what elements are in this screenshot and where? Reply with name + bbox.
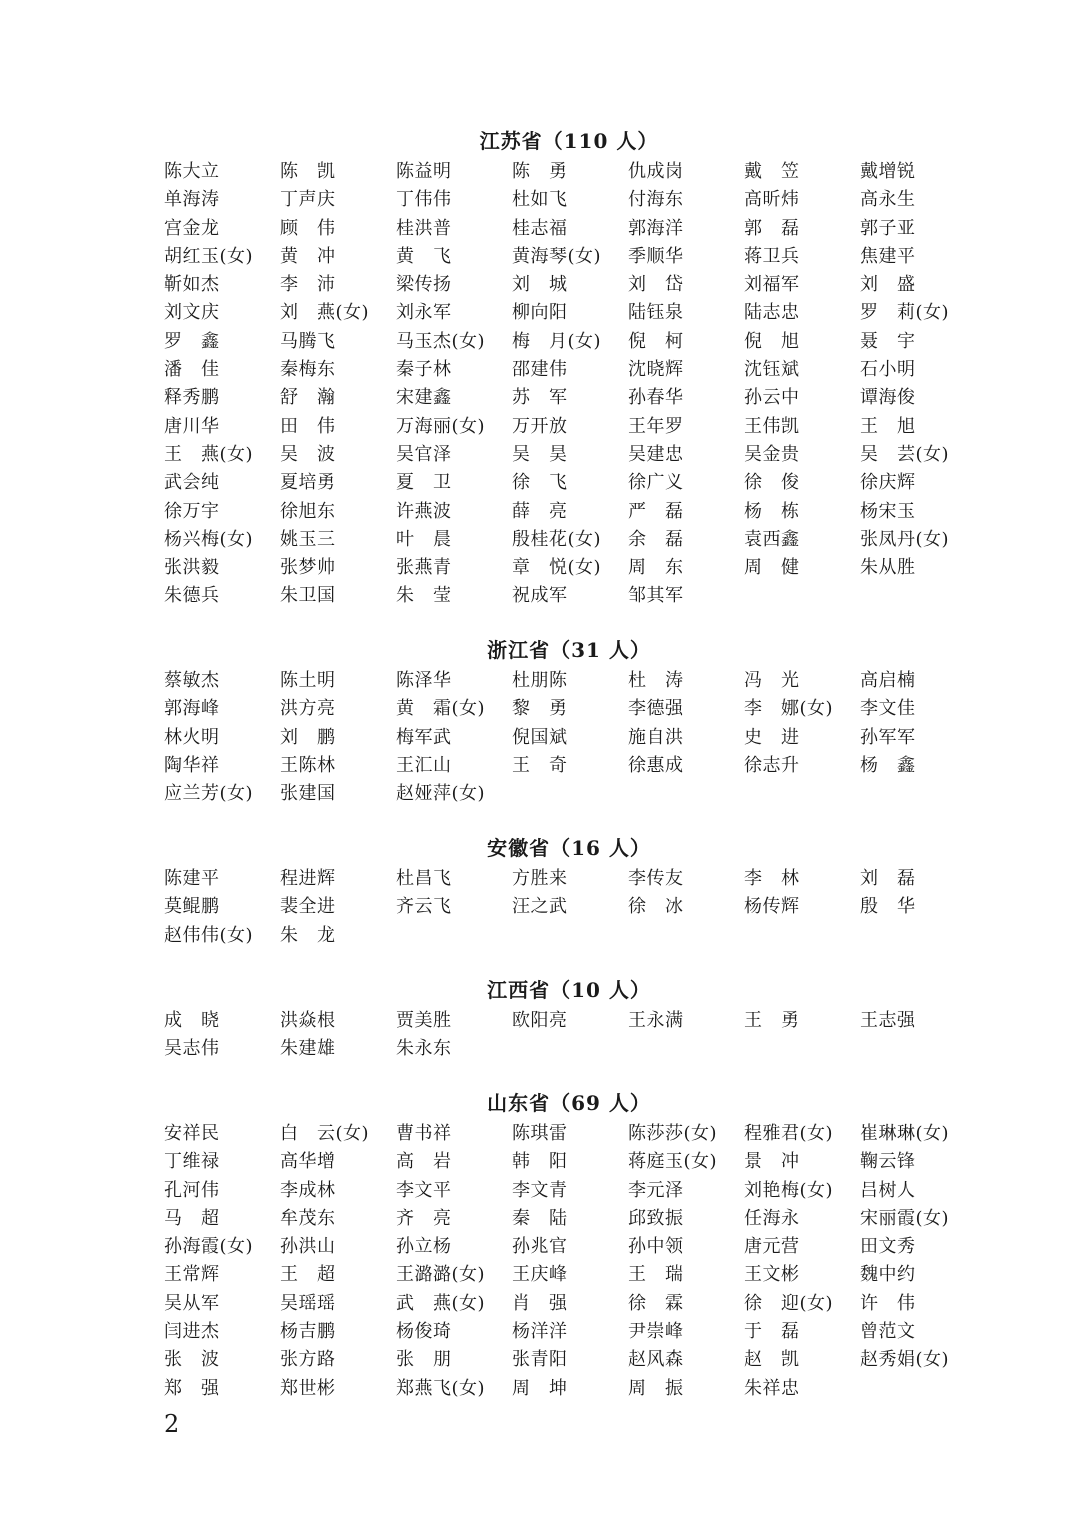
person-name: 刘 城 bbox=[512, 274, 568, 296]
person-name: 鞠云锋 bbox=[860, 1151, 916, 1173]
person-name: 周 东 bbox=[628, 557, 684, 579]
person-name: 孙中领 bbox=[628, 1236, 684, 1258]
person-name: 张青阳 bbox=[512, 1349, 568, 1371]
person-name: 欧阳亮 bbox=[512, 1010, 568, 1031]
person-name: 丁维禄 bbox=[164, 1151, 220, 1173]
person-name: 曾范文 bbox=[860, 1321, 916, 1343]
person-name: 徐 俊 bbox=[744, 472, 800, 494]
person-name: 黎 勇 bbox=[512, 698, 568, 720]
person-name: 刘永军 bbox=[396, 302, 452, 324]
person-name: 白 云(女) bbox=[280, 1123, 370, 1144]
person-name: 王志强 bbox=[860, 1010, 916, 1031]
person-name: 陈 凯 bbox=[280, 161, 336, 182]
person-name: 万开放 bbox=[512, 415, 568, 437]
person-name: 潘 佳 bbox=[164, 359, 220, 381]
person-name: 蒋卫兵 bbox=[744, 245, 800, 267]
person-name: 孙洪山 bbox=[280, 1236, 336, 1258]
person-name: 张燕青 bbox=[396, 557, 452, 579]
person-name: 陈土明 bbox=[280, 670, 336, 691]
person-name: 仇成岗 bbox=[628, 161, 684, 182]
person-name: 刘福军 bbox=[744, 274, 800, 296]
page-number: 2 bbox=[164, 1410, 180, 1438]
person-name: 徐旭东 bbox=[280, 500, 336, 522]
person-name: 李文平 bbox=[396, 1179, 452, 1201]
person-name: 张凤丹(女) bbox=[860, 528, 950, 550]
person-name: 杜朋陈 bbox=[512, 670, 568, 691]
person-name: 郭 磊 bbox=[744, 217, 800, 239]
person-name: 孙军军 bbox=[860, 726, 916, 748]
person-name: 贾美胜 bbox=[396, 1010, 452, 1031]
person-name: 陈琪雷 bbox=[512, 1123, 568, 1144]
person-name: 叶 晨 bbox=[396, 528, 452, 550]
person-name: 吴 波 bbox=[280, 443, 336, 465]
person-name: 朱 莹 bbox=[396, 585, 452, 607]
person-name: 王 燕(女) bbox=[164, 443, 254, 465]
person-name: 朱 龙 bbox=[280, 924, 336, 946]
person-name: 宫金龙 bbox=[164, 217, 220, 239]
person-name: 陈泽华 bbox=[396, 670, 452, 691]
person-name: 许 伟 bbox=[860, 1292, 916, 1314]
person-name: 王文彬 bbox=[744, 1264, 800, 1286]
person-name: 刘 岱 bbox=[628, 274, 684, 296]
person-name: 李传友 bbox=[628, 868, 684, 889]
person-name: 朱建雄 bbox=[280, 1038, 336, 1060]
person-name: 张洪毅 bbox=[164, 557, 220, 579]
person-name: 倪 旭 bbox=[744, 330, 800, 352]
person-name: 陈莎莎(女) bbox=[628, 1123, 718, 1144]
person-name: 莫鲲鹏 bbox=[164, 896, 220, 918]
person-name: 王汇山 bbox=[396, 754, 452, 776]
section-title: 浙江省（31 人） bbox=[487, 638, 651, 662]
section-zhejiang bbox=[164, 637, 994, 808]
person-name: 徐万宇 bbox=[164, 500, 220, 522]
person-name: 梅军武 bbox=[396, 726, 452, 748]
person-name: 沈钰斌 bbox=[744, 359, 800, 381]
person-name: 邵建伟 bbox=[512, 359, 568, 381]
person-name: 邹其军 bbox=[628, 585, 684, 607]
person-name: 石小明 bbox=[860, 359, 916, 381]
person-name: 吴官泽 bbox=[396, 443, 452, 465]
person-name: 朱卫国 bbox=[280, 585, 336, 607]
person-name: 徐广义 bbox=[628, 472, 684, 494]
person-name: 李文青 bbox=[512, 1179, 568, 1201]
person-name: 焦建平 bbox=[860, 245, 916, 267]
person-name: 杨 鑫 bbox=[860, 754, 916, 776]
person-name: 周 健 bbox=[744, 557, 800, 579]
section-jiangxi bbox=[164, 977, 994, 1064]
person-name: 曹书祥 bbox=[396, 1123, 452, 1144]
person-name: 孙春华 bbox=[628, 387, 684, 409]
person-name: 王伟凯 bbox=[744, 415, 800, 437]
person-name: 于 磊 bbox=[744, 1321, 800, 1343]
person-name: 王永满 bbox=[628, 1010, 684, 1031]
person-name: 黄 霜(女) bbox=[396, 698, 486, 720]
person-name: 桂志福 bbox=[512, 217, 568, 239]
section-jiangsu bbox=[164, 128, 994, 611]
person-name: 高 岩 bbox=[396, 1151, 452, 1173]
person-name: 殷桂花(女) bbox=[512, 528, 602, 550]
person-name: 刘 燕(女) bbox=[280, 302, 370, 324]
person-name: 罗 鑫 bbox=[164, 330, 220, 352]
person-name: 秦 陆 bbox=[512, 1207, 568, 1229]
person-name: 尹崇峰 bbox=[628, 1321, 684, 1343]
person-name: 李元泽 bbox=[628, 1179, 684, 1201]
person-name: 崔琳琳(女) bbox=[860, 1123, 950, 1144]
person-name: 魏中约 bbox=[860, 1264, 916, 1286]
person-name: 马 超 bbox=[164, 1207, 220, 1229]
person-name: 高永生 bbox=[860, 189, 916, 211]
person-name: 赵娅萍(女) bbox=[396, 783, 486, 805]
person-name: 武 燕(女) bbox=[396, 1292, 486, 1314]
person-name: 杨吉鹏 bbox=[280, 1321, 336, 1343]
person-name: 郭海洋 bbox=[628, 217, 684, 239]
person-name: 张 朋 bbox=[396, 1349, 452, 1371]
person-name: 史 进 bbox=[744, 726, 800, 748]
person-name: 桂洪普 bbox=[396, 217, 452, 239]
person-name: 朱德兵 bbox=[164, 585, 220, 607]
person-name: 王庆峰 bbox=[512, 1264, 568, 1286]
person-name: 杜如飞 bbox=[512, 189, 568, 211]
person-name: 万海丽(女) bbox=[396, 415, 486, 437]
person-name: 应兰芳(女) bbox=[164, 783, 254, 805]
person-name: 刘 盛 bbox=[860, 274, 916, 296]
person-name: 吴 昊 bbox=[512, 443, 568, 465]
name-grid bbox=[164, 1120, 994, 1403]
person-name: 黄 飞 bbox=[396, 245, 452, 267]
person-name: 方胜来 bbox=[512, 868, 568, 889]
person-name: 王年罗 bbox=[628, 415, 684, 437]
person-name: 杨兴梅(女) bbox=[164, 528, 254, 550]
person-name: 杜 涛 bbox=[628, 670, 684, 691]
person-name: 孙海霞(女) bbox=[164, 1236, 254, 1258]
person-name: 余 磊 bbox=[628, 528, 684, 550]
person-name: 李文佳 bbox=[860, 698, 916, 720]
person-name: 汪之武 bbox=[512, 896, 568, 918]
person-name: 朱从胜 bbox=[860, 557, 916, 579]
person-name: 吴从军 bbox=[164, 1292, 220, 1314]
person-name: 徐庆辉 bbox=[860, 472, 916, 494]
person-name: 梁传扬 bbox=[396, 274, 452, 296]
person-name: 李德强 bbox=[628, 698, 684, 720]
person-name: 施自洪 bbox=[628, 726, 684, 748]
person-name: 李 林 bbox=[744, 868, 800, 889]
person-name: 田 伟 bbox=[280, 415, 336, 437]
person-name: 田文秀 bbox=[860, 1236, 916, 1258]
name-grid bbox=[164, 667, 994, 808]
person-name: 舒 瀚 bbox=[280, 387, 336, 409]
person-name: 吴建忠 bbox=[628, 443, 684, 465]
person-name: 王 旭 bbox=[860, 415, 916, 437]
person-name: 戴 笠 bbox=[744, 161, 800, 182]
person-name: 朱祥忠 bbox=[744, 1377, 800, 1399]
section-title: 江西省（10 人） bbox=[487, 978, 651, 1002]
person-name: 肖 强 bbox=[512, 1292, 568, 1314]
person-name: 王 奇 bbox=[512, 754, 568, 776]
person-name: 顾 伟 bbox=[280, 217, 336, 239]
person-name: 高华增 bbox=[280, 1151, 336, 1173]
person-name: 陈 勇 bbox=[512, 161, 568, 182]
person-name: 王 勇 bbox=[744, 1010, 800, 1031]
person-name: 刘文庆 bbox=[164, 302, 220, 324]
person-name: 戴增锐 bbox=[860, 161, 916, 182]
person-name: 任海永 bbox=[744, 1207, 800, 1229]
person-name: 王常辉 bbox=[164, 1264, 220, 1286]
person-name: 王陈林 bbox=[280, 754, 336, 776]
person-name: 高启楠 bbox=[860, 670, 916, 691]
person-name: 裴全进 bbox=[280, 896, 336, 918]
person-name: 祝成军 bbox=[512, 585, 568, 607]
person-name: 冯 光 bbox=[744, 670, 800, 691]
section-anhui bbox=[164, 835, 994, 950]
person-name: 袁西鑫 bbox=[744, 528, 800, 550]
person-name: 季顺华 bbox=[628, 245, 684, 267]
person-name: 张方路 bbox=[280, 1349, 336, 1371]
name-grid bbox=[164, 865, 994, 950]
person-name: 罗 莉(女) bbox=[860, 302, 950, 324]
person-name: 黄海琴(女) bbox=[512, 245, 602, 267]
person-name: 赵伟伟(女) bbox=[164, 924, 254, 946]
person-name: 李 娜(女) bbox=[744, 698, 834, 720]
person-name: 孔河伟 bbox=[164, 1179, 220, 1201]
person-name: 陶华祥 bbox=[164, 754, 220, 776]
person-name: 牟茂东 bbox=[280, 1207, 336, 1229]
person-name: 朱永东 bbox=[396, 1038, 452, 1060]
person-name: 倪 柯 bbox=[628, 330, 684, 352]
person-name: 徐 霖 bbox=[628, 1292, 684, 1314]
person-name: 靳如杰 bbox=[164, 274, 220, 296]
person-name: 秦子林 bbox=[396, 359, 452, 381]
person-name: 严 磊 bbox=[628, 500, 684, 522]
person-name: 杨洋洋 bbox=[512, 1321, 568, 1343]
section-title: 山东省（69 人） bbox=[487, 1091, 651, 1115]
person-name: 苏 军 bbox=[512, 387, 568, 409]
person-name: 丁伟伟 bbox=[396, 189, 452, 211]
person-name: 李 沛 bbox=[280, 274, 336, 296]
person-name: 杨 栋 bbox=[744, 500, 800, 522]
person-name: 洪焱根 bbox=[280, 1010, 336, 1031]
person-name: 沈晓辉 bbox=[628, 359, 684, 381]
person-name: 黄 冲 bbox=[280, 245, 336, 267]
person-name: 孙云中 bbox=[744, 387, 800, 409]
person-name: 林火明 bbox=[164, 726, 220, 748]
person-name: 郑燕飞(女) bbox=[396, 1377, 486, 1399]
person-name: 程雅君(女) bbox=[744, 1123, 834, 1144]
person-name: 谭海俊 bbox=[860, 387, 916, 409]
person-name: 赵秀娟(女) bbox=[860, 1349, 950, 1371]
section-title: 江苏省（110 人） bbox=[479, 129, 659, 153]
person-name: 陈益明 bbox=[396, 161, 452, 182]
person-name: 王潞潞(女) bbox=[396, 1264, 486, 1286]
person-name: 薛 亮 bbox=[512, 500, 568, 522]
person-name: 聂 宇 bbox=[860, 330, 916, 352]
person-name: 刘 磊 bbox=[860, 868, 916, 889]
person-name: 程进辉 bbox=[280, 868, 336, 889]
person-name: 丁声庆 bbox=[280, 189, 336, 211]
person-name: 景 冲 bbox=[744, 1151, 800, 1173]
person-name: 周 坤 bbox=[512, 1377, 568, 1399]
person-name: 刘 鹏 bbox=[280, 726, 336, 748]
person-name: 夏 卫 bbox=[396, 472, 452, 494]
person-name: 倪国斌 bbox=[512, 726, 568, 748]
person-name: 张 波 bbox=[164, 1349, 220, 1371]
person-name: 安祥民 bbox=[164, 1123, 220, 1144]
person-name: 释秀鹏 bbox=[164, 387, 220, 409]
person-name: 单海涛 bbox=[164, 189, 220, 211]
person-name: 王 瑞 bbox=[628, 1264, 684, 1286]
person-name: 付海东 bbox=[628, 189, 684, 211]
person-name: 张建国 bbox=[280, 783, 336, 805]
person-name: 杨宋玉 bbox=[860, 500, 916, 522]
person-name: 徐 飞 bbox=[512, 472, 568, 494]
person-name: 吴瑶瑶 bbox=[280, 1292, 336, 1314]
person-name: 杜昌飞 bbox=[396, 868, 452, 889]
person-name: 徐惠成 bbox=[628, 754, 684, 776]
person-name: 邱致振 bbox=[628, 1207, 684, 1229]
person-name: 孙立杨 bbox=[396, 1236, 452, 1258]
person-name: 姚玉三 bbox=[280, 528, 336, 550]
person-name: 陈大立 bbox=[164, 161, 220, 182]
person-name: 周 振 bbox=[628, 1377, 684, 1399]
name-grid bbox=[164, 1007, 994, 1064]
person-name: 郭子亚 bbox=[860, 217, 916, 239]
person-name: 唐川华 bbox=[164, 415, 220, 437]
person-name: 吴 芸(女) bbox=[860, 443, 950, 465]
person-name: 蔡敏杰 bbox=[164, 670, 220, 691]
person-name: 闫进杰 bbox=[164, 1321, 220, 1343]
section-shandong bbox=[164, 1090, 994, 1403]
person-name: 张梦帅 bbox=[280, 557, 336, 579]
person-name: 吴志伟 bbox=[164, 1038, 220, 1060]
person-name: 吴金贵 bbox=[744, 443, 800, 465]
person-name: 韩 阳 bbox=[512, 1151, 568, 1173]
person-name: 蒋庭玉(女) bbox=[628, 1151, 718, 1173]
person-name: 胡红玉(女) bbox=[164, 245, 254, 267]
person-name: 章 悦(女) bbox=[512, 557, 602, 579]
person-name: 郭海峰 bbox=[164, 698, 220, 720]
person-name: 高昕炜 bbox=[744, 189, 800, 211]
person-name: 齐云飞 bbox=[396, 896, 452, 918]
person-name: 刘艳梅(女) bbox=[744, 1179, 834, 1201]
person-name: 马腾飞 bbox=[280, 330, 336, 352]
person-name: 成 晓 bbox=[164, 1010, 220, 1031]
person-name: 夏培勇 bbox=[280, 472, 336, 494]
person-name: 吕树人 bbox=[860, 1179, 916, 1201]
person-name: 梅 月(女) bbox=[512, 330, 602, 352]
person-name: 杨传辉 bbox=[744, 896, 800, 918]
person-name: 郑世彬 bbox=[280, 1377, 336, 1399]
person-name: 唐元营 bbox=[744, 1236, 800, 1258]
person-name: 马玉杰(女) bbox=[396, 330, 486, 352]
section-title: 安徽省（16 人） bbox=[487, 836, 651, 860]
person-name: 王 超 bbox=[280, 1264, 336, 1286]
person-name: 齐 亮 bbox=[396, 1207, 452, 1229]
person-name: 赵 凯 bbox=[744, 1349, 800, 1371]
person-name: 赵风森 bbox=[628, 1349, 684, 1371]
person-name: 郑 强 bbox=[164, 1377, 220, 1399]
name-grid bbox=[164, 158, 994, 611]
person-name: 徐志升 bbox=[744, 754, 800, 776]
person-name: 陆志忠 bbox=[744, 302, 800, 324]
person-name: 杨俊琦 bbox=[396, 1321, 452, 1343]
person-name: 殷 华 bbox=[860, 896, 916, 918]
person-name: 徐 冰 bbox=[628, 896, 684, 918]
person-name: 武会纯 bbox=[164, 472, 220, 494]
person-name: 孙兆官 bbox=[512, 1236, 568, 1258]
person-name: 徐 迎(女) bbox=[744, 1292, 834, 1314]
person-name: 许燕波 bbox=[396, 500, 452, 522]
person-name: 陈建平 bbox=[164, 868, 220, 889]
person-name: 洪方亮 bbox=[280, 698, 336, 720]
person-name: 宋建鑫 bbox=[396, 387, 452, 409]
person-name: 柳向阳 bbox=[512, 302, 568, 324]
person-name: 李成林 bbox=[280, 1179, 336, 1201]
person-name: 宋丽霞(女) bbox=[860, 1207, 950, 1229]
person-name: 陆钰泉 bbox=[628, 302, 684, 324]
person-name: 秦梅东 bbox=[280, 359, 336, 381]
